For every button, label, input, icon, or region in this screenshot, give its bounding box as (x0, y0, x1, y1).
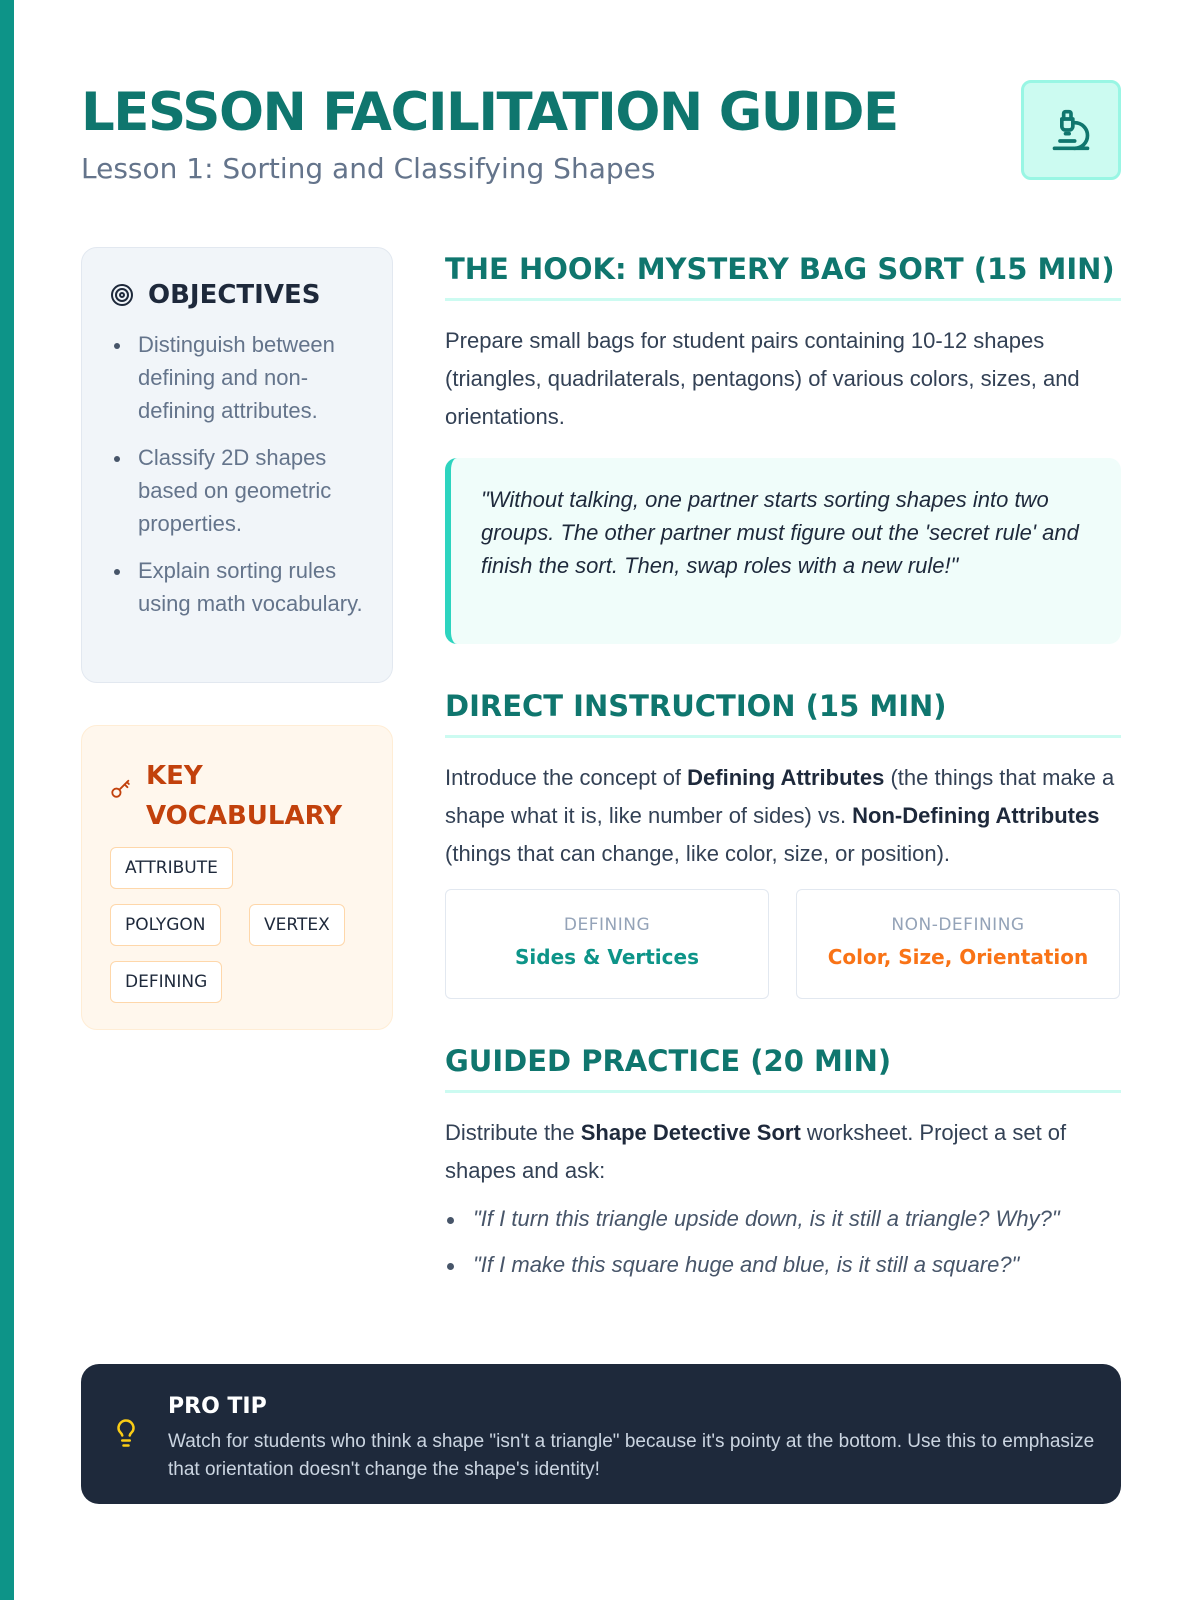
hook-quote: "Without talking, one partner starts sorting shapes into two groups. The other partner must figure out the 'secret rule' and finish the sort. Then, swap roles with a new rule!" (445, 458, 1121, 644)
objective-item: Explain sorting rules using math vocabulary. (110, 554, 370, 620)
practice-questions (445, 1202, 1125, 1294)
defining-attributes-term: Defining Attributes (687, 765, 885, 790)
objectives-title: OBJECTIVES (148, 280, 321, 310)
vocabulary-title-line1: KEY (146, 761, 203, 791)
objective-item: Distinguish between defining and non-defining attributes. (110, 328, 370, 427)
page-title: LESSON FACILITATION GUIDE (81, 82, 898, 143)
worksheet-name: Shape Detective Sort (580, 1120, 801, 1145)
non-defining-value: Color, Size, Orientation (827, 945, 1089, 969)
microscope-icon (1049, 108, 1093, 152)
vocabulary-card (81, 725, 393, 1030)
defining-attributes-box (445, 889, 769, 999)
vocabulary-heading (110, 756, 342, 836)
target-icon (110, 283, 134, 307)
objective-item: Classify 2D shapes based on geometric properties. (110, 441, 370, 540)
question-item: "If I turn this triangle upside down, is it still a triangle? Why?" (445, 1202, 1125, 1236)
page-header (81, 80, 1121, 190)
page-subtitle: Lesson 1: Sorting and Classifying Shapes (81, 152, 656, 185)
defining-label: DEFINING (563, 915, 651, 935)
hook-heading: THE HOOK: MYSTERY BAG SORT (15 MIN) (445, 252, 1121, 301)
header-badge (1021, 80, 1121, 180)
pro-tip-title: PRO TIP (168, 1394, 267, 1419)
pro-tip-text: Watch for students who think a shape "isn't a triangle" because it's pointy at the bottom. Use this to emphasize that orientation doesn't change the shape's identity! (168, 1431, 1095, 1480)
instruction-text-part: (the things that make a shape what it is, like number of sides) vs. (445, 765, 1115, 828)
pro-tip-box (81, 1364, 1121, 1504)
vocab-tag-attribute: ATTRIBUTE (110, 847, 233, 889)
accent-bar (0, 0, 14, 1600)
vocab-tag-vertex: VERTEX (249, 904, 345, 946)
key-icon (110, 778, 132, 800)
defining-value: Sides & Vertices (515, 945, 699, 969)
vocab-tag-polygon: POLYGON (110, 904, 221, 946)
instruction-text-part: Introduce the concept of (445, 765, 688, 790)
objectives-list (110, 328, 370, 634)
practice-heading: GUIDED PRACTICE (20 MIN) (445, 1044, 1121, 1093)
objectives-heading (110, 280, 320, 310)
lightbulb-icon (111, 1416, 141, 1450)
instruction-text (445, 759, 1125, 873)
instruction-heading: DIRECT INSTRUCTION (15 MIN) (445, 689, 1121, 738)
non-defining-attributes-term: Non-Defining Attributes (852, 803, 1100, 828)
practice-text-part: Distribute the (445, 1120, 581, 1145)
practice-text (445, 1114, 1125, 1190)
question-item: "If I make this square huge and blue, is it still a square?" (445, 1248, 1125, 1282)
objectives-card (81, 247, 393, 683)
instruction-text-part: (things that can change, like color, size, or position). (445, 841, 951, 866)
non-defining-attributes-box (796, 889, 1120, 999)
practice-text-part: worksheet. Project a set of shapes and ask: (445, 1120, 1067, 1183)
non-defining-label: NON-DEFINING (891, 915, 1025, 935)
vocabulary-title-line2: VOCABULARY (146, 801, 343, 831)
vocab-tag-defining: DEFINING (110, 961, 222, 1003)
hook-text: Prepare small bags for student pairs containing 10-12 shapes (triangles, quadrilaterals, pentagons) of various colors, sizes, and orientations. (445, 328, 1080, 429)
